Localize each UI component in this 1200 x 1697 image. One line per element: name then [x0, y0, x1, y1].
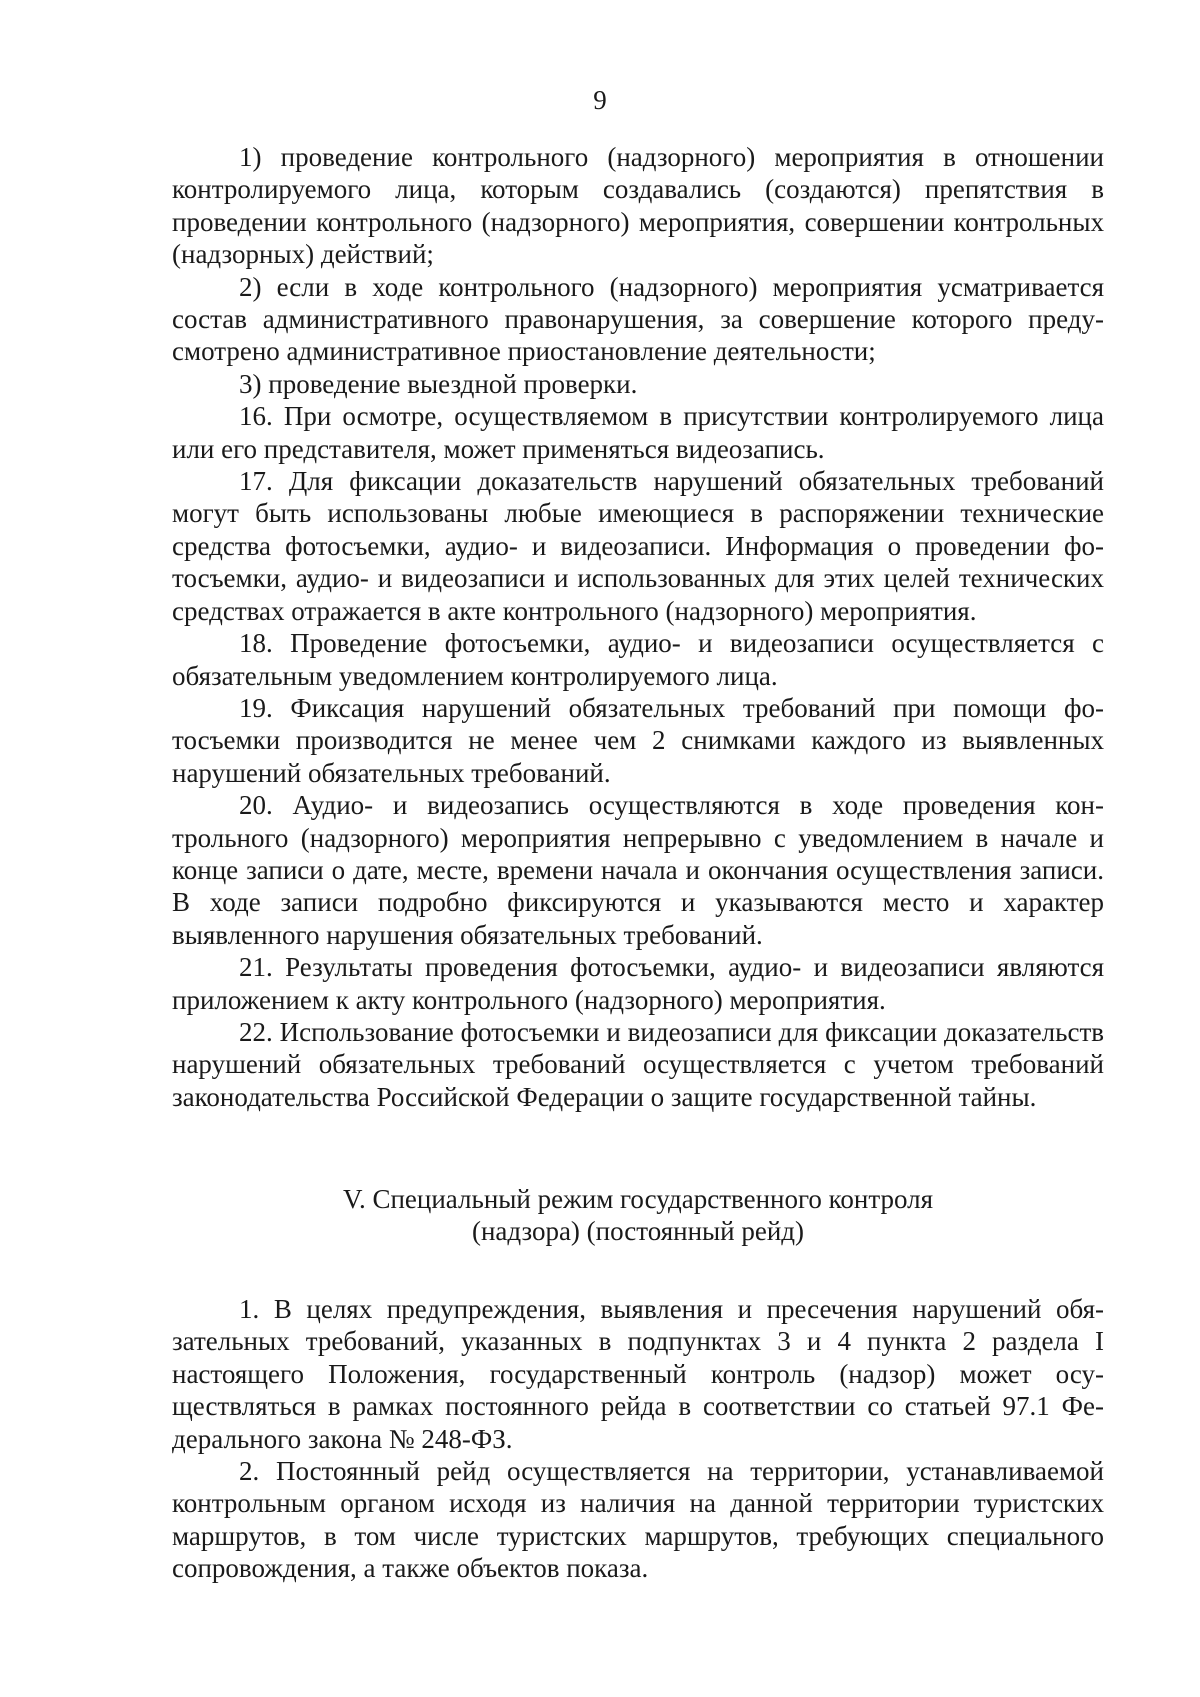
- paragraph-20: 20. Аудио- и видеозапись осуществляются в ходе проведения контрольного (надзорного) мероприятия непрерывно с уведомлением в начале и конце записи о дате, месте, времени начала и окончания осуществления записи. В ходе записи подробно фиксируются и указываются место и характер выявленного нарушения обязательных требований.: [172, 790, 1104, 950]
- section-paragraph-2: 2. Постоянный рейд осуществляется на территории, устанавливаемой контрольным органом исходя из наличия на данной территории туристских маршрутов, в том числе туристских маршрутов, требующих специального сопровождения, а также объектов показа.: [172, 1456, 1104, 1584]
- section-title-line-2: (надзора) (постоянный рейд): [471, 1216, 805, 1247]
- paragraph-item-3: 3) проведение выездной проверки.: [239, 368, 638, 399]
- section-heading: [172, 1183, 1104, 1248]
- document-body: [172, 141, 1104, 1113]
- paragraph-18: 18. Проведение фотосъемки, аудио- и видеозаписи осуществляется с обязательным уведомлением контролируемого лица.: [172, 628, 1104, 691]
- paragraph-item-1: 1) проведение контрольного (надзорного) мероприятия в отношении контролируемого лица, которым создавались (создаются) препятствия в проведении контрольного (надзорного) мероприятия, совершении контрольных (надзорных) действий;: [172, 142, 1104, 270]
- page-number: 9: [593, 85, 607, 115]
- section-body: [172, 1293, 1104, 1585]
- section-title-line-1: V. Специальный режим государственного контроля: [342, 1184, 934, 1214]
- paragraph-22: 22. Использование фотосъемки и видеозаписи для фиксации доказательств нарушений обязательных требований осуществляется с учетом требований законодательства Российской Федерации о защите государственной тайны.: [172, 1016, 1104, 1112]
- paragraph-16: 16. При осмотре, осуществляемом в присутствии контролируемого лица или его представителя, может применяться видеозапись.: [172, 401, 1104, 464]
- paragraph-item-2: 2) если в ходе контрольного (надзорного) мероприятия усматривается состав административного правонарушения, за совершение которого предусмотрено административное приостановление деятельности;: [172, 271, 1104, 367]
- paragraph-17: 17. Для фиксации доказательств нарушений обязательных требований могут быть использованы любые имеющиеся в распоряжении технические средства фотосъемки, аудио- и видеозаписи. Информация о проведении фотосъемки, аудио- и видеозаписи и использованных для этих целей технических средствах отражается в акте контрольного (надзорного) мероприятия.: [172, 466, 1104, 626]
- paragraph-21: 21. Результаты проведения фотосъемки, аудио- и видеозаписи являются приложением к акту контрольного (надзорного) мероприятия.: [172, 952, 1104, 1015]
- paragraph-19: 19. Фиксация нарушений обязательных требований при помощи фотосъемки производится не менее чем 2 снимками каждого из выявленных нарушений обязательных требований.: [172, 692, 1104, 788]
- section-paragraph-1: 1. В целях предупреждения, выявления и пресечения нарушений обязательных требований, указанных в подпунктах 3 и 4 пункта 2 раздела I настоящего Положения, государственный контроль (надзор) может осуществляться в рамках постоянного рейда в соответствии со статьей 97.1 Федерального закона № 248-ФЗ.: [172, 1294, 1104, 1454]
